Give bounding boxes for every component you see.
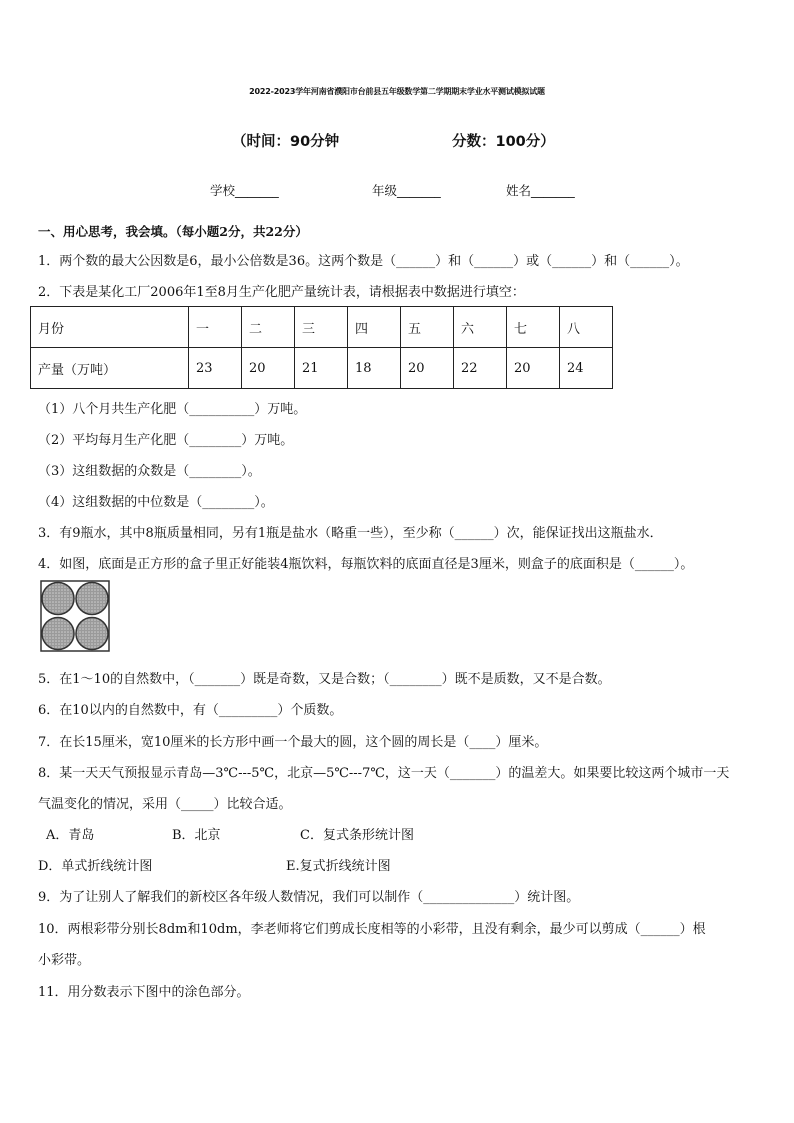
table-cell: 五 xyxy=(401,307,454,348)
table-cell: 一 xyxy=(189,307,242,348)
table-header-month: 月份 xyxy=(31,307,189,348)
exam-subtitle xyxy=(0,130,794,150)
bottle-circle xyxy=(42,618,74,650)
table-cell: 18 xyxy=(348,348,401,389)
question-2: 2．下表是某化工厂2006年1至8月生产化肥产量统计表，请根据表中数据进行填空： xyxy=(38,285,525,300)
table-cell: 23 xyxy=(189,348,242,389)
question-9: 9．为了让别人了解我们的新校区各年级人数情况，我们可以制作（______________）统计图。 xyxy=(38,890,580,905)
student-info-line xyxy=(0,181,794,201)
question-1: 1．两个数的最大公因数是6，最小公倍数是36。这两个数是（______）和（______）或（______）和（______）。 xyxy=(38,254,689,269)
question-11: 11．用分数表示下图中的涂色部分。 xyxy=(38,985,250,1000)
exam-score: 分数：100分） xyxy=(452,134,555,150)
question-7: 7．在长15厘米，宽10厘米的长方形中画一个最大的圆，这个圆的周长是（____）厘米。 xyxy=(38,735,548,750)
school-field[interactable]: 学校_______ xyxy=(210,183,279,198)
table-cell: 21 xyxy=(295,348,348,389)
question-4: 4．如图，底面是正方形的盒子里正好能装4瓶饮料，每瓶饮料的底面直径是3厘米，则盒子的底面积是（______）。 xyxy=(38,557,694,572)
question-10-line-2: 小彩带。 xyxy=(38,953,91,968)
section-1-title: 一、用心思考，我会填。（每小题2分，共22分） xyxy=(38,224,308,239)
four-bottles-box-figure xyxy=(40,580,110,652)
table-cell: 22 xyxy=(454,348,507,389)
grade-field[interactable]: 年级_______ xyxy=(372,183,441,198)
table-cell: 20 xyxy=(242,348,295,389)
table-cell: 六 xyxy=(454,307,507,348)
question-8-line-2: 气温变化的情况，采用（_____）比较合适。 xyxy=(38,797,292,812)
bottle-circle xyxy=(42,583,74,615)
option-c: C．复式条形统计图 xyxy=(300,828,414,843)
bottle-circle xyxy=(76,618,108,650)
bottle-circle xyxy=(76,583,108,615)
question-2-part-1: （1）八个月共生产化肥（__________）万吨。 xyxy=(38,402,307,417)
name-field[interactable]: 姓名_______ xyxy=(506,183,575,198)
question-2-part-2: （2）平均每月生产化肥（________）万吨。 xyxy=(38,433,294,448)
table-cell: 20 xyxy=(507,348,560,389)
fertilizer-output-table xyxy=(30,306,613,389)
table-row-months xyxy=(31,307,613,348)
option-a: A．青岛 xyxy=(46,828,95,843)
table-row-output xyxy=(31,348,613,389)
table-header-output: 产量（万吨） xyxy=(31,348,189,389)
question-2-part-4: （4）这组数据的中位数是（________）。 xyxy=(38,495,274,510)
table-cell: 七 xyxy=(507,307,560,348)
option-b: B．北京 xyxy=(172,828,221,843)
question-2-part-3: （3）这组数据的众数是（________）。 xyxy=(38,464,261,479)
table-cell: 20 xyxy=(401,348,454,389)
question-6: 6．在10以内的自然数中，有（_________）个质数。 xyxy=(38,703,343,718)
table-cell: 三 xyxy=(295,307,348,348)
exam-time: （时间：90分钟 xyxy=(232,134,340,150)
question-5: 5．在1～10的自然数中，（_______）既是奇数，又是合数；（________）既不是质数，又不是合数。 xyxy=(38,672,611,687)
table-cell: 二 xyxy=(242,307,295,348)
option-e: E.复式折线统计图 xyxy=(286,859,391,874)
table-cell: 八 xyxy=(560,307,613,348)
question-8-line-1: 8．某一天天气预报显示青岛—3℃---5℃，北京—5℃---7℃，这一天（_______）的温差大。如果要比较这两个城市一天 xyxy=(38,766,730,781)
option-d: D．单式折线统计图 xyxy=(38,859,153,874)
table-cell: 24 xyxy=(560,348,613,389)
question-10-line-1: 10．两根彩带分别长8dm和10dm，李老师将它们剪成长度相等的小彩带，且没有剩余，最少可以剪成（______）根 xyxy=(38,922,706,937)
exam-title: 2022-2023学年河南省濮阳市台前县五年级数学第二学期期末学业水平测试模拟试题 xyxy=(249,87,545,96)
table-cell: 四 xyxy=(348,307,401,348)
question-3: 3．有9瓶水，其中8瓶质量相同，另有1瓶是盐水（略重一些），至少称（______）次，能保证找出这瓶盐水． xyxy=(38,526,663,541)
